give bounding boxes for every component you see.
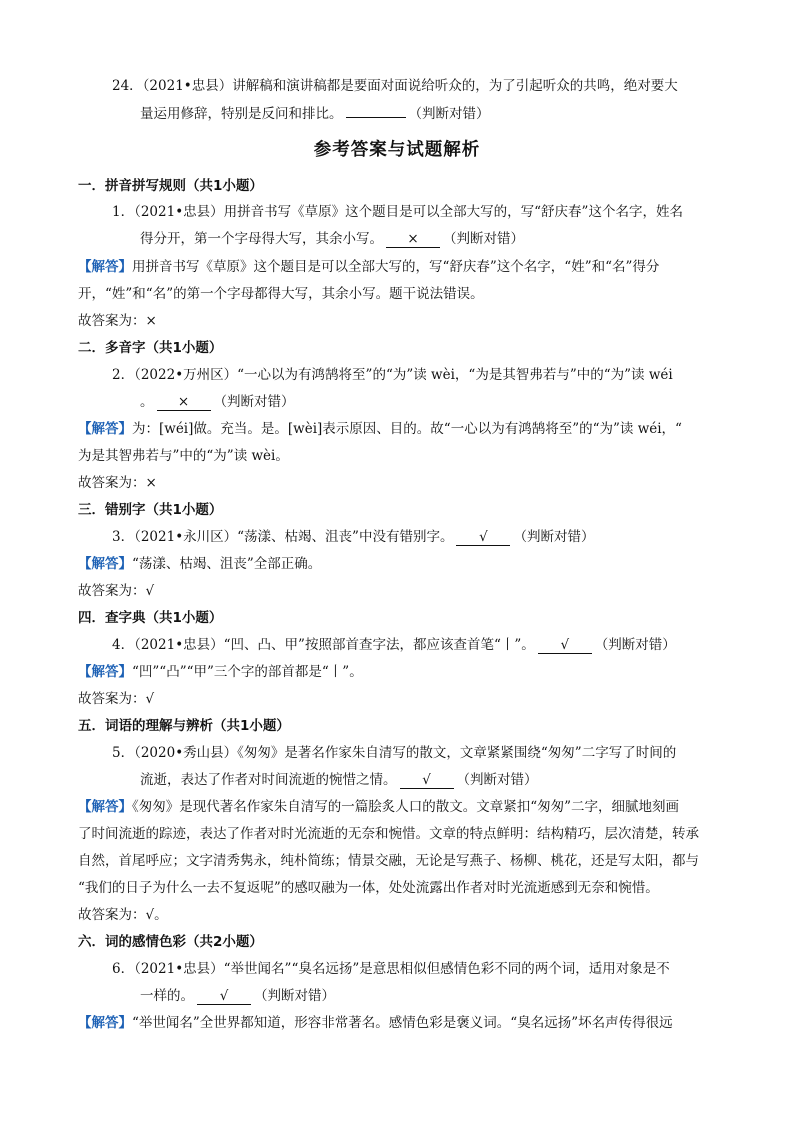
final-answer-5: 故答案为：√。 [78, 907, 168, 923]
answer-text: 用拼音书写《草原》这个题目是可以全部大写的，写“舒庆春”这个名字，“姓”和“名”得分 [132, 259, 660, 275]
answer-blank: √ [538, 637, 592, 654]
question-1-line-2 [140, 229, 524, 249]
final-answer-1: 故答案为：× [78, 313, 157, 329]
question-5-line-1: 5．（2020•秀山县）《匆匆》是著名作家朱自清写的散文，文章紧紧围绕“匆匆”二字写了时间的 [112, 745, 677, 761]
answer-1-line-1 [78, 257, 659, 277]
section-title-6: 六．词的感情色彩（共2小题） [78, 934, 263, 950]
answer-4-line-1 [78, 662, 363, 682]
answer-5-line-3: 自然，首尾呼应；文字清秀隽永，纯朴简练；情景交融，无论是写燕子、杨柳、桃花，还是写太阳，都与 [78, 853, 699, 869]
judge-suffix: （判断对错） [513, 529, 595, 545]
answer-5-line-4: “我们的日子为什么一去不复返呢”的感叹融为一体，处处流露出作者对时光流逝感到无奈和惋惜。 [78, 880, 659, 896]
answer-1-line-2: 开，“姓”和“名”的第一个字母都得大写，其余小写。题干说法错误。 [78, 286, 484, 302]
page-title: 参考答案与试题解析 [313, 140, 481, 160]
final-answer-2: 故答案为：× [78, 475, 157, 491]
answer-5-line-2: 了时间流逝的踪迹，表达了作者对时光流逝的无奈和惋惜。文章的特点鲜明：结构精巧，层次清楚，转承 [78, 826, 699, 842]
answer-text: 《匆匆》是现代著名作家朱自清写的一篇脍炙人口的散文。文章紧扣“匆匆”二字，细腻地刻画 [132, 799, 680, 815]
answer-blank: √ [400, 772, 454, 789]
question-5-line-2 [140, 770, 538, 790]
answer-blank: √ [197, 988, 251, 1005]
question-3-text: 3．（2021•永川区）“荡漾、枯竭、沮丧”中没有错别字。 [112, 529, 454, 545]
question-1-line-1: 1．（2021•忠县）用拼音书写《草原》这个题目是可以全部大写的，写“舒庆春”这个名字，姓名 [112, 204, 683, 220]
section-title-4: 四．查字典（共1小题） [78, 610, 223, 626]
answer-text: “荡漾、枯竭、沮丧”全部正确。 [132, 556, 322, 572]
answer-tag: 【解答】 [78, 664, 132, 680]
answer-tag: 【解答】 [78, 799, 132, 815]
answer-blank: √ [456, 529, 510, 546]
answer-text: “举世闻名”全世界都知道，形容非常著名。感情色彩是褒义词。“臭名远扬”坏名声传得很远 [132, 1015, 673, 1031]
question-2-line-2 [140, 392, 295, 412]
question-24-line-1: 24．（2021•忠县）讲解稿和演讲稿都是要面对面说给听众的，为了引起听众的共鸣，绝对要大 [112, 78, 678, 94]
answer-text: 为：[wéi]做。充当。是。[wèi]表示原因、目的。故“一心以为有鸿鹄将至”的“为”读 wéi，“ [132, 421, 682, 437]
answer-5-line-1 [78, 797, 679, 817]
section-title-1: 一．拼音拼写规则（共1小题） [78, 178, 263, 194]
answer-blank: × [157, 394, 211, 411]
answer-2-line-2: 为是其智弗若与”中的“为”读 wèi。 [78, 448, 289, 464]
answer-tag: 【解答】 [78, 556, 132, 572]
answer-text: “凹”“凸”“甲”三个字的部首都是“丨”。 [132, 664, 363, 680]
judge-suffix: （判断对错） [456, 772, 538, 788]
question-6-line-1: 6．（2021•忠县）“举世闻名”“臭名远扬”是意思相似但感情色彩不同的两个词，适用对象是不 [112, 961, 670, 977]
judge-suffix: （判断对错） [594, 637, 676, 653]
final-answer-3: 故答案为：√ [78, 583, 155, 599]
answer-tag: 【解答】 [78, 259, 132, 275]
section-title-3: 三．错别字（共1小题） [78, 502, 223, 518]
question-4-text: 4．（2021•忠县）“凹、凸、甲”按照部首查字法，都应该查首笔“丨”。 [112, 637, 535, 653]
answer-6-line-1 [78, 1013, 673, 1033]
answer-2-line-1 [78, 419, 682, 439]
question-2-text: 。 [140, 394, 154, 410]
section-title-2: 二．多音字（共1小题） [78, 340, 223, 356]
answer-blank [346, 117, 406, 118]
judge-suffix: （判断对错） [213, 394, 295, 410]
question-24-text: 量运用修辞，特别是反问和排比。 [140, 106, 343, 122]
judge-suffix: （判断对错） [443, 231, 524, 247]
answer-3-line-1 [78, 554, 321, 574]
question-6-line-2 [140, 986, 335, 1006]
final-answer-4: 故答案为：√ [78, 691, 155, 707]
answer-tag: 【解答】 [78, 421, 132, 437]
question-24-line-2 [140, 104, 490, 124]
answer-tag: 【解答】 [78, 1015, 132, 1031]
judge-suffix: （判断对错） [254, 988, 335, 1004]
question-3-line-1 [112, 527, 594, 547]
question-4-line-1 [112, 635, 676, 655]
answer-blank: × [386, 231, 440, 248]
judge-suffix: （判断对错） [408, 106, 490, 122]
question-1-text: 得分开，第一个字母得大写，其余小写。 [140, 231, 383, 247]
question-2-line-1: 2．（2022•万州区）“一心以为有鸿鹄将至”的“为”读 wèi，“为是其智弗若与”中的“为”读 wéi [112, 367, 673, 383]
section-title-5: 五．词语的理解与辨析（共1小题） [78, 718, 290, 734]
question-6-text: 一样的。 [140, 988, 194, 1004]
question-5-text: 流逝，表达了作者对时间流逝的惋惜之情。 [140, 772, 397, 788]
